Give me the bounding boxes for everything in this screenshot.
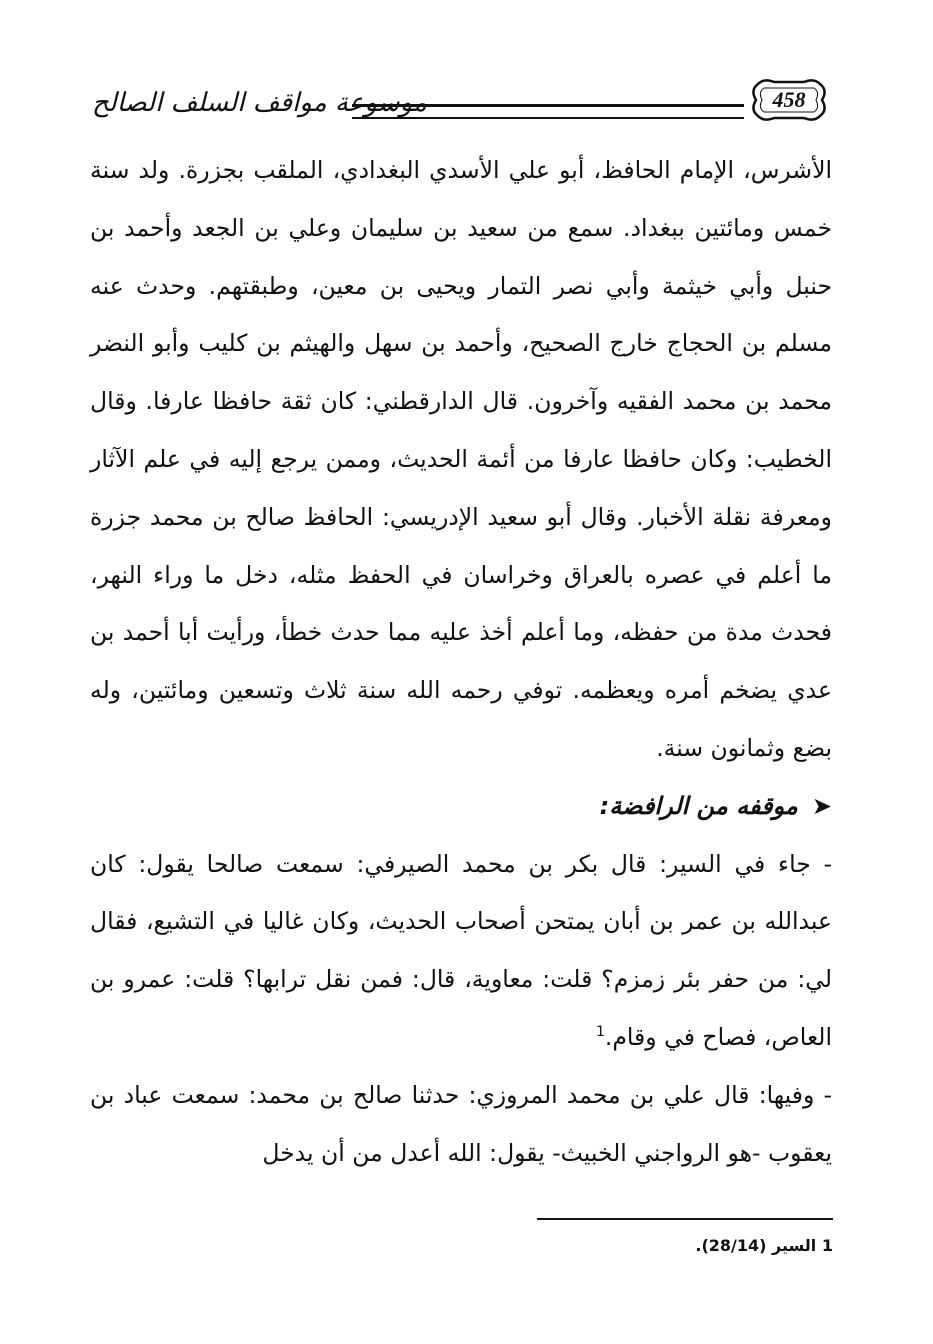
section-heading-text: موقفه من الرافضة:	[599, 791, 798, 820]
section-heading	[90, 778, 832, 836]
body-text	[90, 142, 832, 1182]
page-number: 458	[772, 87, 806, 112]
series-title: موسوعة مواقف السلف الصالح	[92, 88, 427, 118]
arrowhead-icon: ➤	[811, 791, 832, 820]
biography-paragraph: الأشرس، الإمام الحافظ، أبو علي الأسدي البغدادي، الملقب بجزرة. ولد سنة خمس ومائتين ببغداد. سمع من سعيد بن سليمان وعلي بن الجعد وأحمد بن حنبل وأبي خيثمة وأبي نصر التمار ويحيى بن معين، وطبقتهم. وحدث عنه مسلم بن الحجاج خارج الصحيح، وأحمد بن سهل والهيثم بن كليب وأبو النضر محمد بن محمد الفقيه وآخرون. قال الدارقطني: كان ثقة حافظا عارفا. وقال الخطيب: وكان حافظا عارفا من أئمة الحديث، وممن يرجع إليه في علم الآثار ومعرفة نقلة الأخبار. وقال أبو سعيد الإدريسي: الحافظ صالح بن محمد جزرة ما أعلم في عصره بالعراق وخراسان في الحفظ مثله، دخل ما وراء النهر، فحدث مدة من حفظه، وما أعلم أخذ عليه مما حدث خطأ، ورأيت أبا أحمد بن عدي يضخم أمره ويعظمه. توفي رحمه الله سنة ثلاث وتسعين ومائتين، وله بضع وثمانون سنة.	[90, 156, 832, 762]
footnote-rule	[537, 1218, 833, 1220]
header-rule	[352, 104, 744, 119]
narration-text: - جاء في السير: قال بكر بن محمد الصيرفي: سمعت صالحا يقول: كان عبدالله بن عمر بن أبان يمتحن أصحاب الحديث، وكان غاليا في التشيع، فقال لي: من حفر بئر زمزم؟ قلت: معاوية، قال: فمن نقل ترابها؟ قلت: عمرو بن العاص، فصاح في وقام.	[90, 849, 832, 1051]
narration-paragraph	[90, 836, 832, 1067]
page-number-badge	[746, 76, 832, 124]
second-narration-paragraph: - وفيها: قال علي بن محمد المروزي: حدثنا صالح بن محمد: سمعت عباد بن يعقوب -هو الرواجني الخبيث- يقول: الله أعدل من أن يدخل	[90, 1080, 832, 1167]
footnote: 1 السير (28/14).	[695, 1236, 833, 1255]
page-header	[80, 70, 840, 140]
footnote-marker: 1	[595, 1024, 605, 1041]
